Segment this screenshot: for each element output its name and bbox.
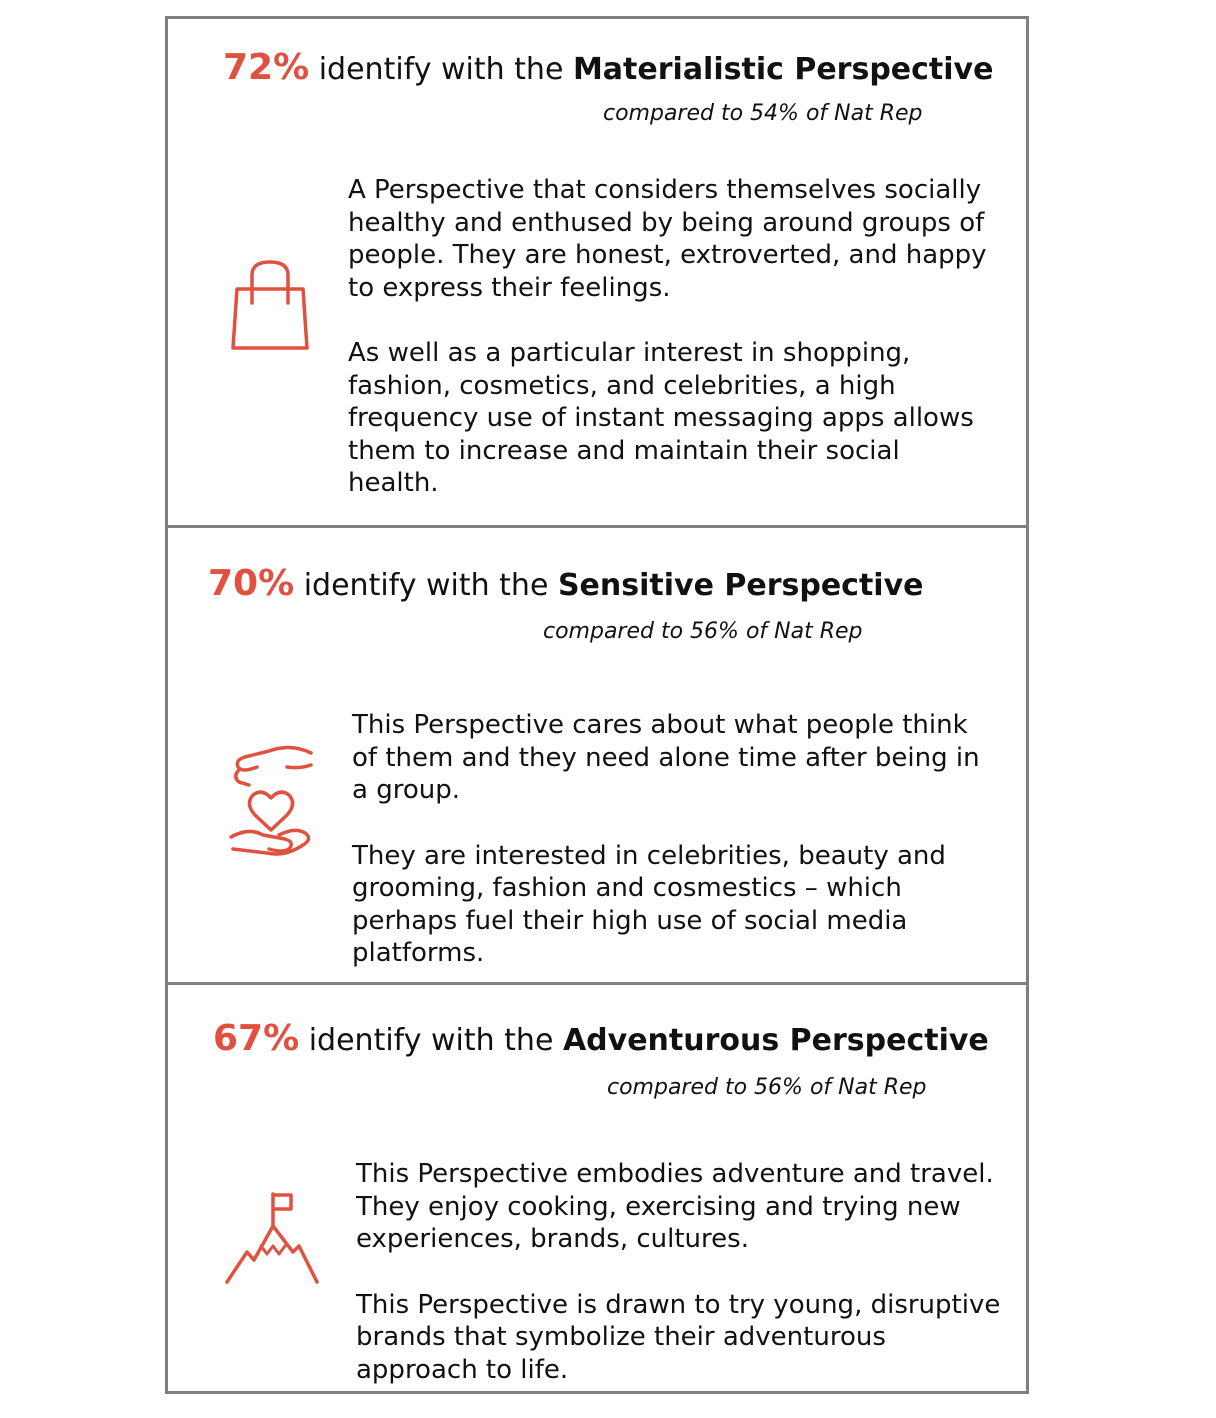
section-description bbox=[356, 1158, 1001, 1386]
perspective-name: Sensitive Perspective bbox=[557, 568, 924, 603]
perspectives-panel bbox=[165, 16, 1029, 1394]
section-headline bbox=[208, 565, 924, 605]
headline-lead: identify with the bbox=[318, 52, 564, 87]
headline-lead: identify with the bbox=[308, 1023, 554, 1058]
description-paragraph: This Perspective cares about what people think of them and they need alone time after being in a group. bbox=[352, 710, 980, 805]
section-headline bbox=[213, 1020, 989, 1060]
headline-lead: identify with the bbox=[303, 568, 549, 603]
perspective-name: Adventurous Perspective bbox=[562, 1023, 989, 1058]
comparison-note: compared to 56% of Nat Rep bbox=[607, 1075, 927, 1100]
description-paragraph: This Perspective is drawn to try young, disruptive brands that symbolize their adventurous approach to life. bbox=[356, 1289, 1001, 1385]
comparison-note: compared to 56% of Nat Rep bbox=[543, 619, 863, 644]
sensitive-section bbox=[168, 528, 1026, 982]
mountain-flag-icon bbox=[223, 1190, 321, 1286]
materialistic-section bbox=[168, 19, 1026, 525]
percent-value: 72% bbox=[223, 47, 310, 88]
section-description bbox=[352, 709, 997, 970]
description-paragraph: As well as a particular interest in shopping, fashion, cosmetics, and celebrities, a high frequency use of instant messaging apps allows them to increase and maintain their social health. bbox=[348, 338, 974, 498]
hands-heart-icon bbox=[225, 745, 317, 857]
section-headline bbox=[223, 49, 993, 89]
adventurous-section bbox=[168, 985, 1026, 1391]
comparison-note: compared to 54% of Nat Rep bbox=[603, 101, 923, 126]
percent-value: 67% bbox=[213, 1018, 300, 1059]
shopping-bag-icon bbox=[228, 257, 312, 355]
description-paragraph: A Perspective that considers themselves socially healthy and enthused by being around groups of people. They are honest, extroverted, and happy to express their feelings. bbox=[348, 175, 987, 303]
description-paragraph: They are interested in celebrities, beauty and grooming, fashion and cosmestics – which perhaps fuel their high use of social media platforms. bbox=[352, 840, 946, 968]
section-description bbox=[348, 174, 993, 500]
perspective-name: Materialistic Perspective bbox=[572, 52, 994, 87]
description-paragraph: This Perspective embodies adventure and travel. They enjoy cooking, exercising and trying new experiences, brands, cultures. bbox=[356, 1159, 994, 1254]
percent-value: 70% bbox=[208, 563, 295, 604]
